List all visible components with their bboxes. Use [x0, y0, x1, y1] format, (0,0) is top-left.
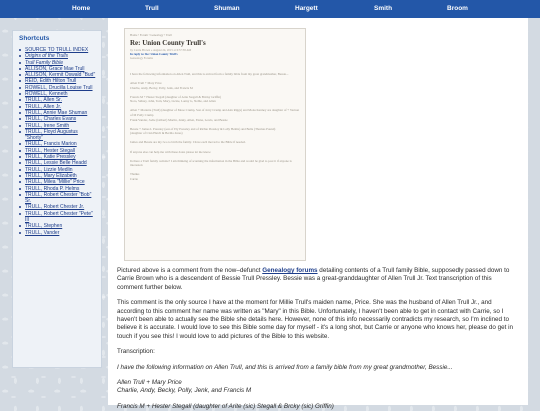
sidebar-item — [19, 129, 97, 142]
forum-post-title: Re: Union County Trull's — [130, 39, 206, 47]
shortcut-link[interactable]: TRULL, Milea "Millie" Price — [25, 179, 85, 186]
shortcut-link[interactable]: TRULL, Lessie Belle Headd — [25, 160, 87, 167]
shortcut-link[interactable]: TRULL, Mary Elizabeth — [25, 172, 77, 179]
shortcut-link[interactable]: TRULL, Robert Chester Jr. — [25, 204, 85, 211]
main-content — [108, 18, 528, 410]
nav-home[interactable]: Home — [72, 5, 91, 12]
shortcut-list — [19, 47, 97, 236]
shortcut-link[interactable]: Origins of the Trulls — [25, 53, 68, 60]
shortcut-link[interactable]: TRULL, Robert Chester "Pete" III — [25, 210, 93, 224]
transcription-line: I have the following information on Allen Trull, and this is arrived from a family bible from my great grandmother, Bessie... — [117, 363, 453, 371]
sidebar-title: Shortcuts — [19, 35, 50, 42]
nav-smith[interactable]: Smith — [374, 5, 393, 12]
forum-post-paragraph: In there a Trull family website? I am thinking of scanning the information in the Bible and would be glad to post it if anyone is interested. — [130, 158, 292, 168]
nav-shuman[interactable]: Shuman — [214, 5, 240, 12]
forum-post-body — [130, 72, 300, 182]
forum-post-paragraph: Bessie + James L Pressley (son of Ely Pressley and of Richie Pressley & Lally Helms) and Belle (Thomas Pound) (daughter of Clan Hutch & Bertha Jones) — [130, 126, 276, 136]
forum-post-byline: by Carrie Brown » August 24, 2015 at 6:57:58 AM — [130, 48, 192, 52]
shortcut-link[interactable]: TRULL, Hester Stegall — [25, 147, 76, 154]
shortcut-link[interactable]: TRULL, Allen Jr. — [25, 103, 62, 110]
forum-post-paragraph: Allen Trull + Mary Price Charlie, Andy, Becky, Polly, Jenk, and Francis M — [130, 81, 193, 90]
shortcut-link[interactable]: TRULL, Floyd Augustus "Shorty" — [25, 128, 78, 142]
shortcut-link[interactable]: TRULL, Annie Mae Shuman — [25, 109, 88, 116]
shortcut-link[interactable]: TRULL, Rhoda P. Helms — [25, 185, 80, 192]
intro-paragraph: Pictured above is a comment from the now–defunct Genealogy forums detailing contents of a Trull family Bible, supposedly passed down to Carrie Brown who is a descendent of Bessie Trull Pressley. Bessie was a great-granddaughter of Allen Trull Jr. Text transcription of this comment further below. — [117, 267, 510, 291]
shortcut-link[interactable]: TRULL, Francis Marion — [25, 141, 77, 148]
forum-comment-screenshot — [124, 28, 306, 261]
forum-post-paragraph: I have the following information on Allen Trull, and this is arrived from a family bible from my great grandmother, Bessie... — [130, 72, 289, 76]
transcription-family-1: Allen Trull + Mary Price Charlie, Andy, Becky, Polly, Jenk, and Francis M — [117, 379, 252, 395]
shortcut-link[interactable]: TRULL, Allen Sr. — [25, 97, 62, 104]
forum-post-paragraph: If anyone else can help me with these dates please let me know. — [130, 149, 212, 154]
transcription-heading: Transcription: — [117, 348, 155, 356]
forum-post-paragraph: Allen + Marietta (Trull) (daughter of Mose Crump, Son of Jerry Crump and Ann Riggs) and Mona Kenney are daughter of + Vernon of M Polly Crump Frank Vander, Jodie (Gilbert) Martin, Jenny, Allen, Elena, Lewis, and Bessie — [130, 108, 300, 122]
forum-breadcrumb: Home • Forum • Genealogy • Trull — [130, 33, 172, 37]
shortcut-link[interactable]: ALLISON, Grace Mae Trull — [25, 65, 85, 72]
sidebar-item — [19, 230, 97, 236]
sidebar-item — [19, 211, 97, 224]
sidebar-shortcuts — [12, 30, 102, 368]
forum-post-paragraph: Francis M + Hester Stegall (daughter of Arite Stegall & Bricky Griffin) Nora, Sidney, John, Tom, Mary, Lizzie, Lonny G, Nellie, and Allen — [130, 94, 222, 104]
shortcut-link[interactable]: TRULL, Stephen — [25, 223, 63, 230]
shortcut-link[interactable]: Trull Family Bible — [25, 59, 63, 66]
shortcut-link[interactable]: TRULL, Lizzie Medlin — [25, 166, 73, 173]
genealogy-forums-link[interactable]: Genealogy forums — [262, 267, 318, 274]
nav-hargett[interactable]: Hargett — [295, 5, 318, 12]
shortcut-link[interactable]: TRULL, Katie Pressley — [25, 154, 76, 161]
top-navigation-bar — [0, 0, 540, 18]
forum-label: Genealogy Forums — [130, 56, 153, 60]
sidebar-item — [19, 192, 97, 205]
source-paragraph: This comment is the only source I have at the moment for Millie Trull's maiden name, Price. She was the husband of Allen Trull Jr., and according to this comment her name was written as "Mary" in this Bible. Unfortunately, I haven't been able to get in contact with Carrie, so I haven't been able to actually see the Bible she details here. However, none of this info necessarily contradicts my research, so I'm inclined to believe it is accurate. I would love to see this Bible some day for myself - it's a long shot, but Carrie or anyone who knows her, please do get in touch if you see this! I would love to add pictures of the Bible to this website. — [117, 299, 514, 340]
shortcut-link[interactable]: TRULL, Robert Chester "Bob" Sr. — [25, 191, 92, 205]
shortcut-link[interactable]: ALLISON, Kermit Oswald "Bud" — [25, 72, 96, 79]
shortcut-link[interactable]: ROWELL, Drucilla Louise Trull — [25, 84, 93, 91]
nav-trull[interactable]: Trull — [145, 5, 159, 12]
shortcut-link[interactable]: TRULL, Charles Evans — [25, 116, 77, 123]
article-text — [117, 267, 519, 411]
forum-post-paragraph: Thanks Carrie — [130, 172, 140, 181]
forum-post-paragraph: James and Bessie are my two to birth the family. I have each moved to the Bible if needed. — [130, 140, 246, 145]
transcription-family-2: Francis M + Hester Stegall (daughter of Arite (sic) Stegall & Brcky (sic) Griffin) — [117, 402, 334, 410]
shortcut-link[interactable]: TRULL, Irene Smith — [25, 122, 70, 129]
forum-post-reply-to: In reply to: Re: Union County Trull's — [130, 52, 178, 56]
shortcut-link[interactable]: REID, Edith Hilton Trull — [25, 78, 77, 85]
nav-broom[interactable]: Broom — [447, 5, 468, 12]
shortcut-link[interactable]: SOURCE TO TRULL INDEX — [25, 47, 89, 53]
shortcut-link[interactable]: TRULL, Vander — [25, 229, 60, 236]
shortcut-link[interactable]: ROWELL, Kenneth — [25, 91, 68, 98]
